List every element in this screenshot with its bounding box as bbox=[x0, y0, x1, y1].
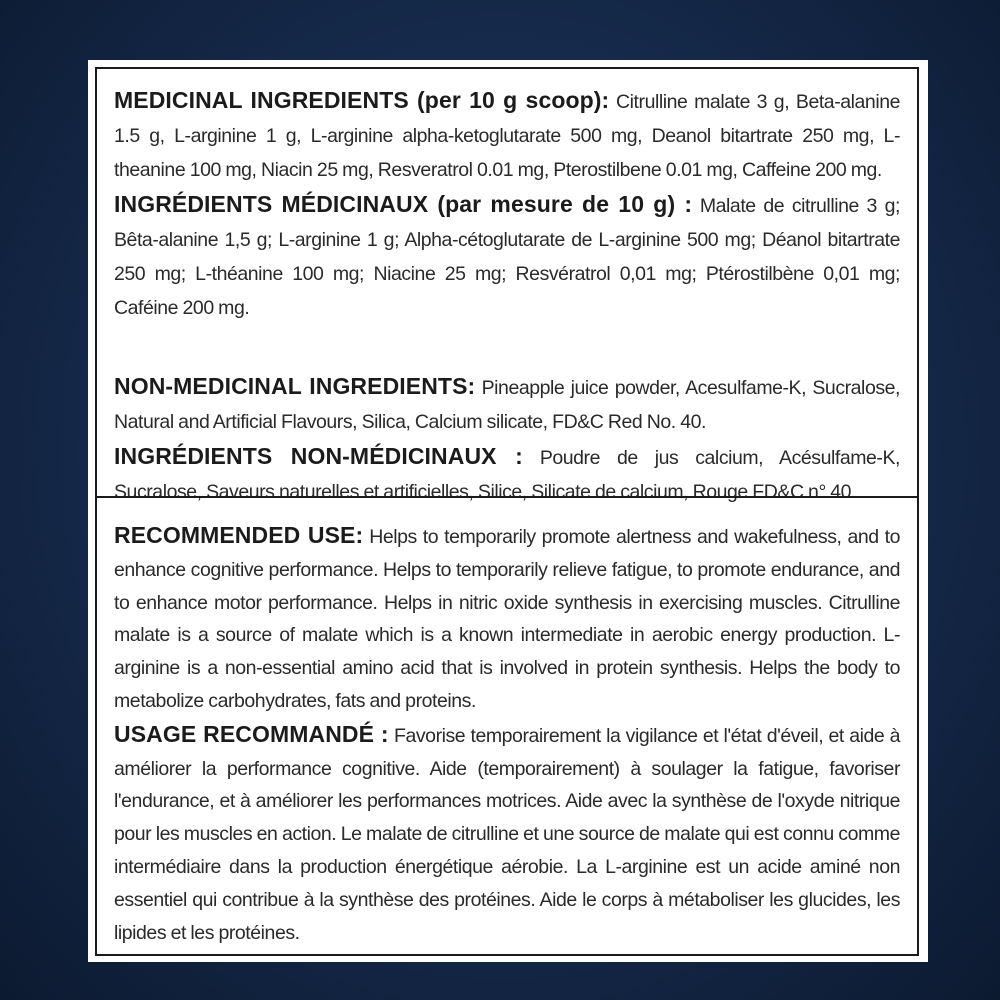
non-medicinal-heading-fr: INGRÉDIENTS NON-MÉDICINAUX : bbox=[114, 443, 523, 469]
medicinal-heading-fr: INGRÉDIENTS MÉDICINAUX (par mesure de 10 g) : bbox=[114, 191, 693, 217]
medicinal-ingredients-en bbox=[114, 83, 900, 187]
recommended-use-fr bbox=[114, 718, 900, 950]
medicinal-text-en: Citrulline malate 3 g, Beta-alanine 1.5 g, L-arginine 1 g, L-arginine alpha-ketoglutarate 500 mg, Deanol bitartrate 250 mg, L-theanine 100 mg, Niacin 25 mg, Resveratrol 0.01 mg, Pterostilbene 0.01 mg, Caffeine 200 mg. bbox=[114, 91, 900, 181]
recommended-text-fr: Favorise temporairement la vigilance et l'état d'éveil, et aide à améliorer la performance cognitive. Aide (temporairement) à soulager la fatigue, favoriser l'endurance, et à améliorer les performances motrices. Aide avec la synthèse de l'oxyde nitrique pour les muscles en action. Le malate de citrulline et une source de malate qui est connu comme intermédiaire dans la production énergétique aérobie. La L-arginine est un acide aminé non essentiel qui contribue à la synthèse des protéines. Aide le corps à métaboliser les glucides, les lipides et les protéines. bbox=[114, 724, 900, 944]
recommended-use-section bbox=[114, 519, 900, 949]
medicinal-ingredients-section bbox=[114, 83, 900, 325]
medicinal-ingredients-fr bbox=[114, 187, 900, 325]
recommended-text-en: Helps to temporarily promote alertness and wakefulness, and to enhance cognitive performance. Helps to temporarily relieve fatigue, to promote endurance, and to enhance motor performance. Helps in nitric oxide synthesis in exercising muscles. Citrulline malate is a source of malate which is a known intermediate in aerobic energy production. L-arginine is a non-essential amino acid that is involved in protein synthesis. Helps the body to metabolize carbohydrates, fats and proteins. bbox=[114, 526, 900, 712]
recommended-heading-fr: USAGE RECOMMANDÉ : bbox=[114, 720, 389, 747]
non-medicinal-heading-en: NON-MEDICINAL INGREDIENTS: bbox=[114, 373, 476, 399]
non-medicinal-ingredients-fr bbox=[114, 439, 900, 509]
non-medicinal-ingredients-en bbox=[114, 369, 900, 439]
non-medicinal-text-en: Pineapple juice powder, Acesulfame-K, Sucralose, Natural and Artificial Flavours, Silica, Calcium silicate, FD&C Red No. 40. bbox=[114, 377, 900, 433]
label-border bbox=[95, 67, 919, 956]
non-medicinal-ingredients-section bbox=[114, 369, 900, 509]
recommended-heading-en: RECOMMENDED USE: bbox=[114, 522, 364, 548]
medicinal-heading-en: MEDICINAL INGREDIENTS (per 10 g scoop): bbox=[114, 87, 610, 113]
section-divider bbox=[97, 496, 917, 498]
recommended-use-en bbox=[114, 519, 900, 718]
non-medicinal-text-fr: Poudre de jus calcium, Acésulfame-K, Sucralose, Saveurs naturelles et artificielles, Silice, Silicate de calcium, Rouge FD&C n° 40. bbox=[114, 447, 900, 503]
medicinal-text-fr: Malate de citrulline 3 g; Bêta-alanine 1,5 g; L-arginine 1 g; Alpha-cétoglutarate de L-arginine 500 mg; Déanol bitartrate 250 mg; L-théanine 100 mg; Niacine 25 mg; Resvératrol 0,01 mg; Ptérostilbène 0,01 mg; Caféine 200 mg. bbox=[114, 195, 900, 319]
product-label bbox=[88, 60, 928, 962]
